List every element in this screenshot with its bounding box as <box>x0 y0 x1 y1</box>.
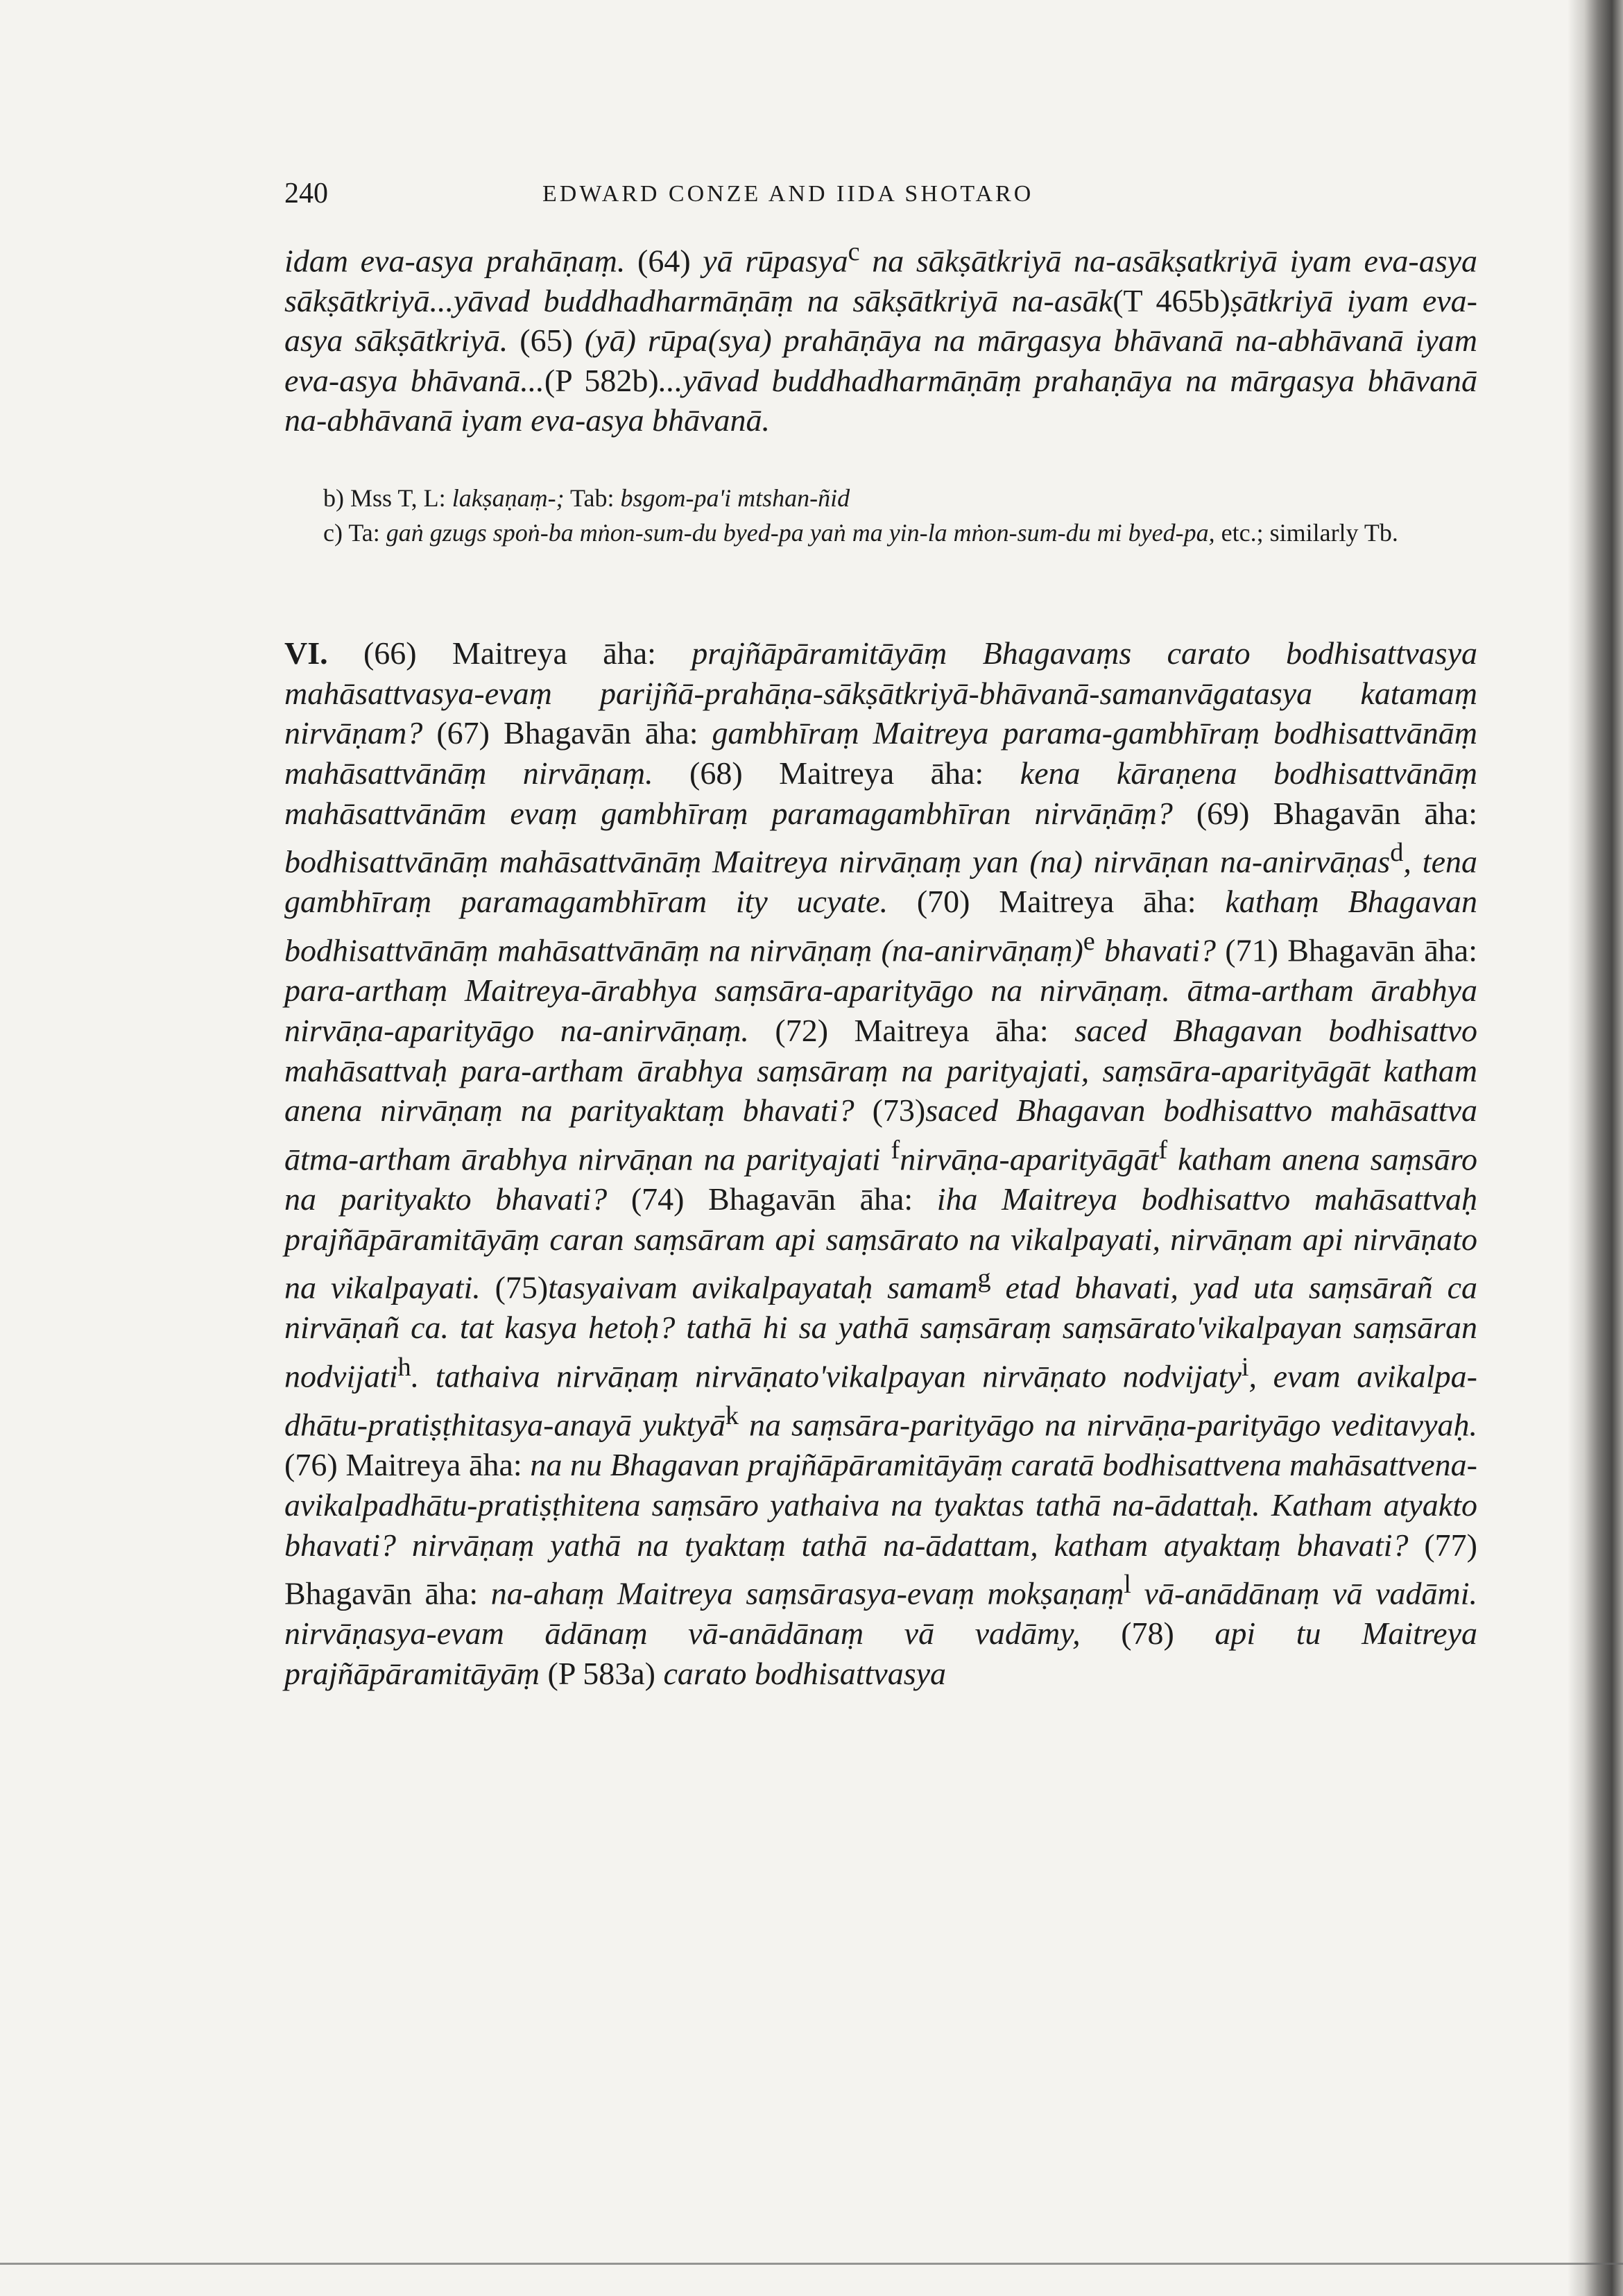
footnote-marker: d <box>1390 838 1404 868</box>
tibetan-text: bsgom-pa'i mtshan-ñid <box>620 483 850 512</box>
sanskrit-text: yā rūpasya <box>703 243 848 279</box>
footnote-marker: l <box>1124 1570 1131 1600</box>
sanskrit-text: , tena gambhīraṃ paramagambhīram ity ucyate. <box>284 843 1477 920</box>
text: (77) Bhagavān āha: <box>284 1527 1477 1611</box>
sanskrit-text: idam eva-asya prahāṇaṃ. <box>284 243 626 279</box>
text: c) Ta: <box>323 518 386 547</box>
footnotes <box>284 481 1477 550</box>
section-number: VI. <box>284 635 328 671</box>
sanskrit-text: bhavati? <box>1094 932 1217 968</box>
scan-edge-line <box>0 2263 1623 2265</box>
text: (66) Maitreya āha: <box>327 635 692 671</box>
manuscript-ref: (T 465b) <box>1113 282 1230 318</box>
text: (68) Maitreya āha: <box>653 755 1020 791</box>
footnote-marker: i <box>1241 1353 1249 1382</box>
sanskrit-text: tasyaivam avikalpayataḥ samam <box>548 1269 978 1305</box>
page-number: 240 <box>284 178 328 209</box>
sanskrit-text: , evam avikalpa-dhātu-pratiṣṭhitasya-anayā yuktyā <box>284 1358 1477 1443</box>
sanskrit-text: carato bodhisattvasya <box>663 1656 947 1691</box>
manuscript-ref: (P 583a) <box>540 1656 664 1691</box>
text: (65) <box>508 323 585 359</box>
sanskrit-text: kena kāraṇena bodhisattvānāṃ mahāsattvānām evaṃ gambhīraṃ paramagambhīran nirvāṇāṃ? <box>284 755 1477 831</box>
sanskrit-text: nirvāṇa-aparityāgāt <box>900 1141 1159 1177</box>
text: (69) Bhagavān āha: <box>1172 795 1477 831</box>
sanskrit-text: ṣātkriyā iyam eva-asya sākṣātkriyā. <box>284 282 1477 359</box>
sanskrit-text: api tu Maitreya prajñāpāramitāyāṃ <box>284 1616 1477 1691</box>
footnote-b <box>284 481 1477 515</box>
text: (74) Bhagavān āha: <box>607 1181 937 1217</box>
sanskrit-text: saced Bhagavan bodhisattvo mahāsattva ātma-artham ārabhya nirvāṇan na parityajati <box>284 1093 1478 1177</box>
text: (75) <box>480 1269 549 1305</box>
continuation-paragraph <box>284 232 1477 440</box>
text: (76) Maitreya āha: <box>284 1447 531 1483</box>
text: (64) <box>625 243 703 279</box>
footnote-c <box>284 515 1477 550</box>
sanskrit-text: . tathaiva nirvāṇaṃ nirvāṇato'vikalpayan nirvāṇato nodvijaty <box>411 1358 1242 1394</box>
manuscript-ref: (P 582b) <box>544 362 659 398</box>
text: (67) Bhagavān āha: <box>422 715 712 751</box>
sanskrit-text: lakṣaṇaṃ-; <box>452 483 565 512</box>
sanskrit-text: prajñāpāramitāyāṃ Bhagavaṃs carato bodhisattvasya mahāsattvasya-evaṃ parijñā-prahāṇa-sākṣātkriyā-bhāvanā-samanvāgatasya katamaṃ nirvāṇam? <box>284 635 1477 751</box>
sanskrit-text: na-ahaṃ Maitreya saṃsārasya-evaṃ mokṣaṇaṃ <box>490 1575 1124 1611</box>
sanskrit-text: etad bhavati, yad uta saṃsārañ ca nirvāṇañ ca. tat kasya hetoḥ? tathā hi sa yathā saṃsāraṃ saṃsārato'vikalpayan saṃsāran nodvijati <box>284 1269 1478 1394</box>
sanskrit-text: saced Bhagavan bodhisattvo mahāsattvaḥ para-artham ārabhya saṃsāraṃ na parityajati, saṃsāra-aparityāgāt katham anena nirvāṇaṃ na parityaktaṃ bhavati? <box>284 1012 1477 1129</box>
footnote-marker: h <box>397 1353 411 1382</box>
sanskrit-text: na sākṣātkriyā na-asākṣatkriyā iyam eva-asya sākṣātkriyā...yāvad buddhadharmāṇāṃ na sākṣātkriyā na-asāk <box>284 243 1478 318</box>
text: (73) <box>854 1093 926 1129</box>
sanskrit-text: katham anena saṃsāro na parityakto bhavati? <box>284 1141 1477 1217</box>
text: etc.; similarly Tb. <box>1214 518 1398 547</box>
sanskrit-text: para-arthaṃ Maitreya-ārabhya saṃsāra-aparityāgo na nirvāṇaṃ. ātma-artham ārabhya nirvāṇa-aparityāgo na-anirvāṇaṃ. <box>284 973 1477 1048</box>
running-head <box>284 177 1477 232</box>
sanskrit-text: ...yāvad buddhadharmāṇāṃ prahaṇāya na mārgasya bhāvanā na-abhāvanā iyam eva-asya bhāvanā. <box>284 362 1477 438</box>
footnote-marker: k <box>725 1401 739 1431</box>
sanskrit-text: na nu Bhagavan prajñāpāramitāyāṃ caratā bodhisattvena mahāsattvena-avikalpadhātu-pratiṣṭhitena saṃsāro yathaiva na tyaktas tathā na-ādattaḥ. Katham atyakto bhavati? nirvāṇaṃ yathā na tyaktaṃ tathā na-ādattam, katham atyaktaṃ bhavati? <box>284 1447 1477 1563</box>
text: (70) Maitreya āha: <box>888 884 1226 920</box>
sanskrit-text: iha Maitreya bodhisattvo mahāsattvaḥ prajñāpāramitāyāṃ caran saṃsāram api saṃsārato na vikalpayati, nirvāṇam api nirvāṇato na vikalpayati. <box>284 1181 1477 1305</box>
tibetan-text: gaṅ gzugs spoṅ-ba mṅon-sum-du byed-pa yaṅ ma yin-la mṅon-sum-du mi byed-pa, <box>386 518 1215 547</box>
footnote-marker: e <box>1083 927 1095 957</box>
running-title: EDWARD CONZE AND IIDA SHOTARO <box>542 181 1034 207</box>
sanskrit-text: (yā) rūpa(sya) prahāṇāya na mārgasya bhāvanā na-abhāvanā iyam eva-asya bhāvanā... <box>284 323 1478 398</box>
footnote-marker: c <box>848 237 860 266</box>
sanskrit-text: gambhīraṃ Maitreya parama-gambhīraṃ bodhisattvānāṃ mahāsattvānāṃ nirvāṇaṃ. <box>284 715 1478 791</box>
sanskrit-text: na saṃsāra-parityāgo na nirvāṇa-parityāgo veditavyaḥ. <box>739 1407 1477 1443</box>
sanskrit-text: kathaṃ Bhagavan bodhisattvānāṃ mahāsattvānāṃ na nirvāṇaṃ (na-anirvāṇaṃ) <box>284 884 1477 968</box>
text: (71) Bhagavān āha: <box>1216 932 1477 968</box>
book-binding-shadow <box>1568 0 1623 2296</box>
text: Tab: <box>564 483 621 512</box>
text: (72) Maitreya āha: <box>748 1012 1075 1048</box>
section-vi-paragraph <box>284 633 1477 1694</box>
section-vi <box>284 633 1477 1694</box>
sanskrit-text: vā-anādānaṃ vā vadāmi. nirvāṇasya-evam ādānaṃ vā-anādānaṃ vā vadāmy, <box>284 1575 1477 1652</box>
sanskrit-text: bodhisattvānāṃ mahāsattvānāṃ Maitreya nirvāṇaṃ yan (na) nirvāṇan na-anirvāṇas <box>284 843 1391 880</box>
footnote-marker: f <box>891 1135 900 1165</box>
footnote-marker: g <box>977 1264 991 1294</box>
page <box>284 177 1477 1694</box>
text: (78) <box>1080 1616 1215 1652</box>
text: b) Mss T, L: <box>323 483 452 512</box>
footnote-marker: f <box>1158 1135 1168 1165</box>
